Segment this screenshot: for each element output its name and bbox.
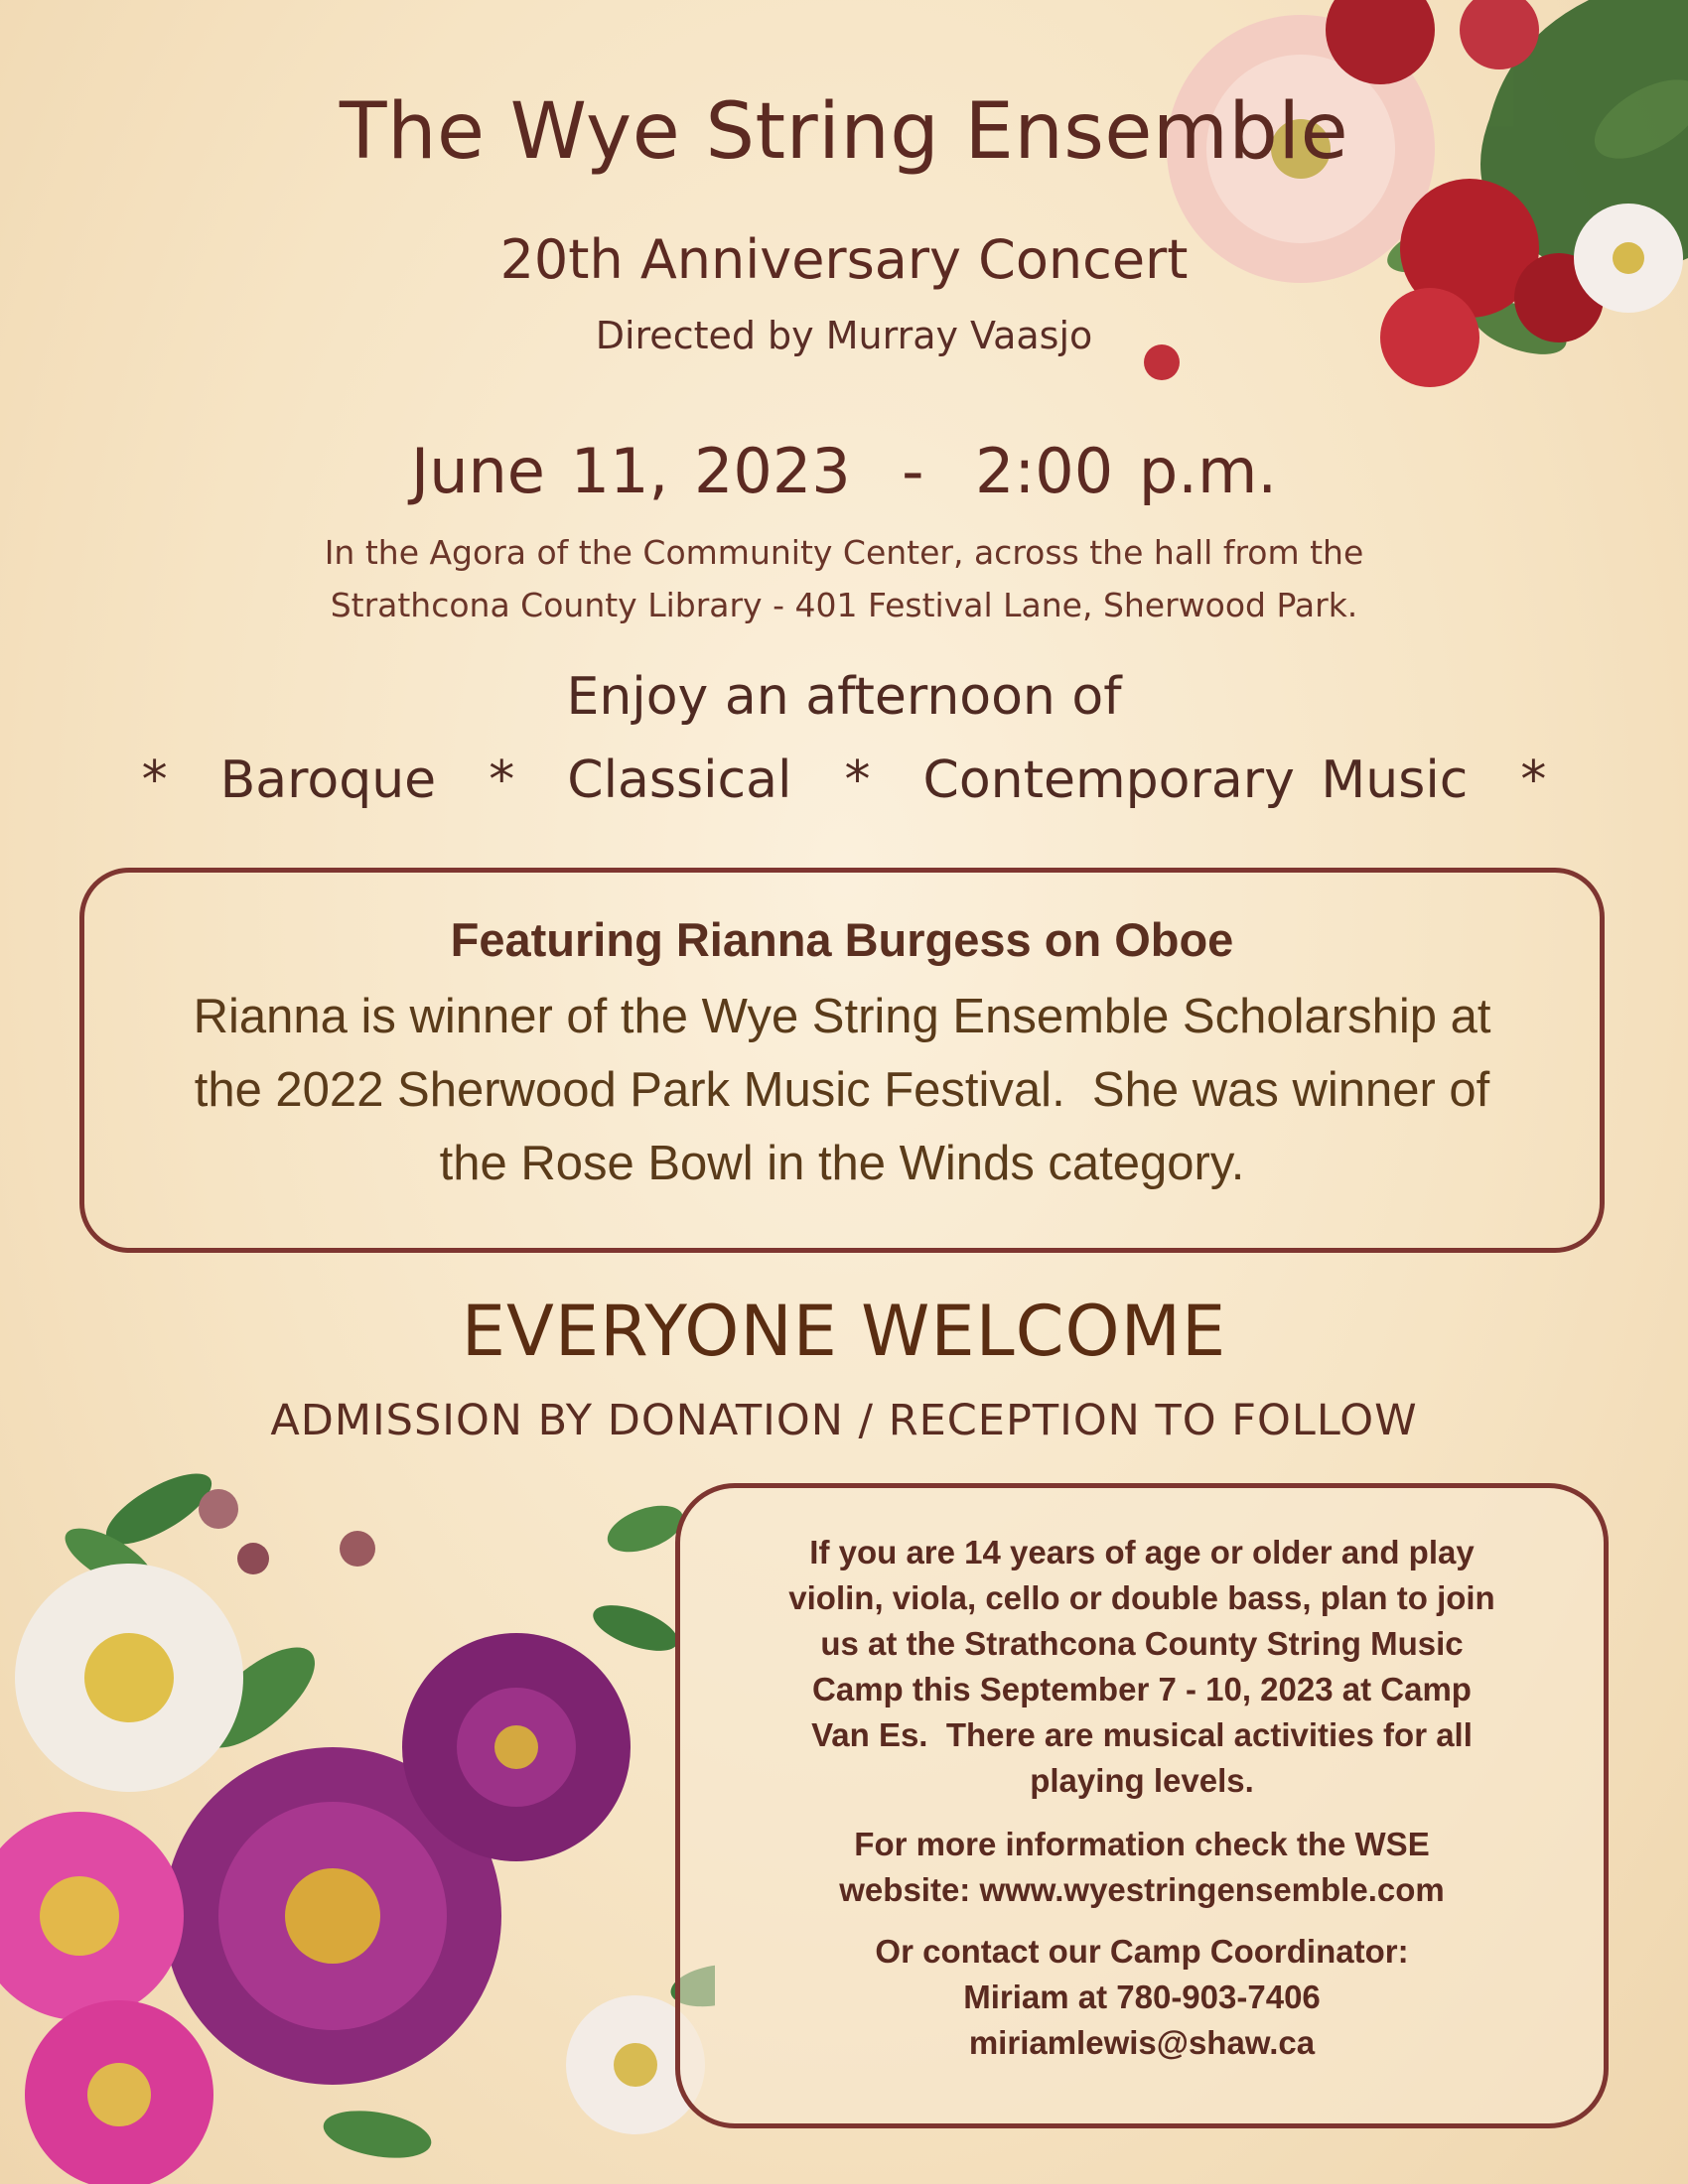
admission-note: ADMISSION BY DONATION / RECEPTION TO FOLLOW	[270, 1396, 1418, 1445]
camp-line: If you are 14 years of age or older and play	[809, 1534, 1475, 1570]
camp-description	[720, 1530, 1564, 1804]
camp-line: us at the Strathcona County String Music	[820, 1625, 1464, 1662]
feature-line: the 2022 Sherwood Park Music Festival. She was winner of	[194, 1063, 1490, 1117]
camp-line: Van Es. There are musical activities for all	[811, 1716, 1473, 1753]
director-credit: Directed by Murray Vaasjo	[595, 314, 1093, 357]
venue-details	[0, 526, 1688, 631]
program-genres: * Baroque * Classical * Contemporary Music *	[141, 751, 1547, 810]
venue-line: In the Agora of the Community Center, across the hall from the	[324, 533, 1364, 572]
welcome-heading: EVERYONE WELCOME	[461, 1291, 1227, 1372]
concert-subtitle: 20th Anniversary Concert	[499, 228, 1189, 291]
camp-line: Camp this September 7 - 10, 2023 at Camp	[812, 1671, 1472, 1707]
camp-line: playing levels.	[1030, 1762, 1254, 1799]
page-title: The Wye String Ensemble	[339, 87, 1349, 177]
flower-rose-white	[15, 1564, 243, 1792]
camp-website-link[interactable]: website: www.wyestringensemble.com	[839, 1871, 1445, 1908]
feature-line: Rianna is winner of the Wye String Ensemble Scholarship at	[193, 990, 1491, 1043]
event-date-time: June 11, 2023 - 2:00 p.m.	[410, 435, 1278, 507]
venue-line: Strathcona County Library - 401 Festival Lane, Sherwood Park.	[330, 586, 1358, 624]
feature-line: the Rose Bowl in the Winds category.	[439, 1137, 1245, 1190]
program-intro: Enjoy an afternoon of	[566, 667, 1122, 727]
camp-line: violin, viola, cello or double bass, plan to join	[788, 1579, 1495, 1616]
camp-contact-phone: Miriam at 780-903-7406	[963, 1979, 1321, 2015]
featured-performer-box	[79, 868, 1605, 1253]
camp-contact-line: Or contact our Camp Coordinator:	[875, 1933, 1409, 1970]
featured-performer-heading: Featuring Rianna Burgess on Oboe	[450, 913, 1234, 966]
camp-contact-email[interactable]: miriamlewis@shaw.ca	[968, 2024, 1316, 2061]
featured-performer-description	[114, 980, 1570, 1200]
camp-contact-info	[720, 1929, 1564, 2066]
flower-rose-purple-small	[402, 1633, 631, 1861]
music-camp-box	[675, 1483, 1609, 2128]
camp-info-line: For more information check the WSE	[854, 1826, 1430, 1862]
floral-decoration-bottom-left	[0, 1449, 715, 2184]
camp-website-info	[720, 1822, 1564, 1913]
